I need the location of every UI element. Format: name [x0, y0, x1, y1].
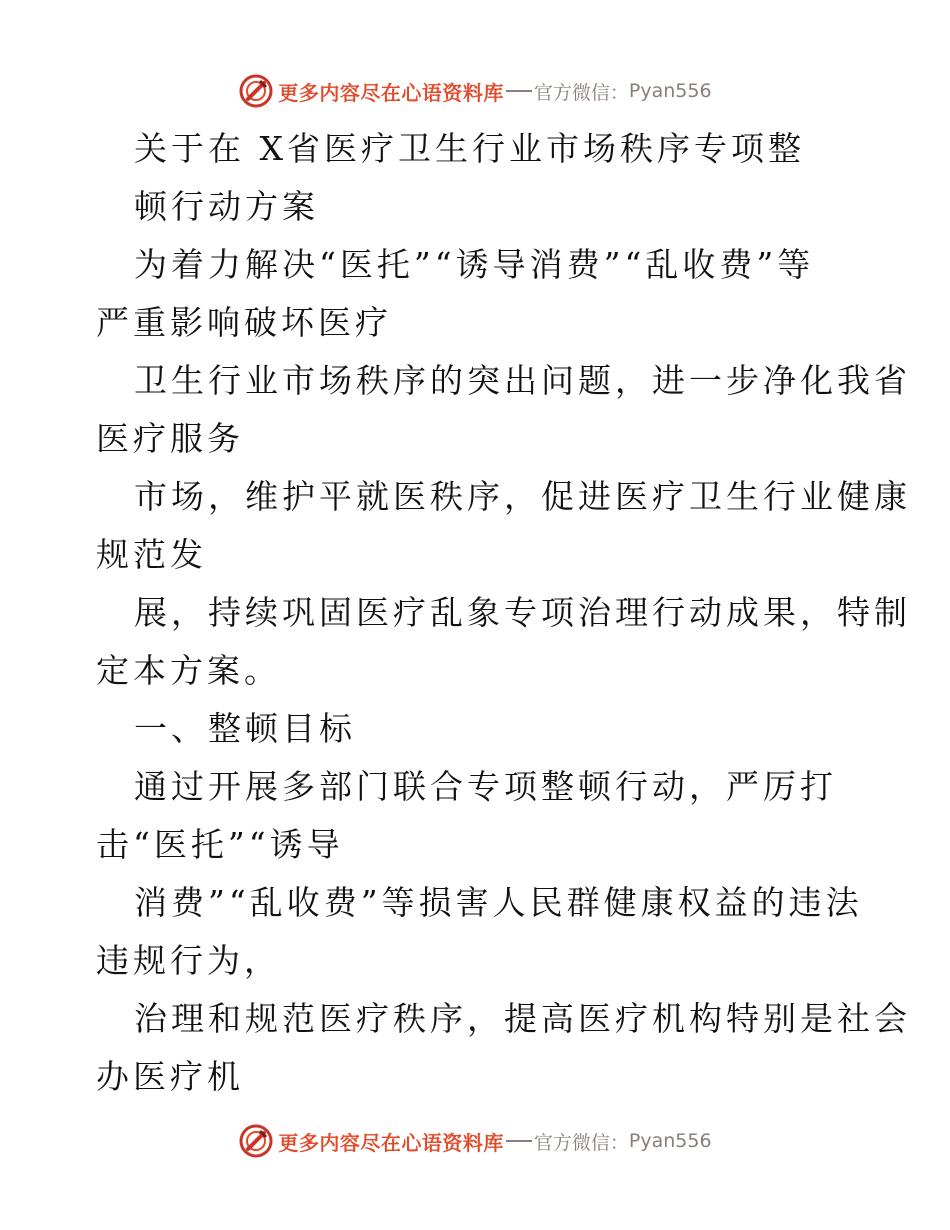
paragraph-line: 办医疗机: [96, 1057, 244, 1096]
footer-watermark: [0, 1121, 950, 1161]
watermark-account: Pyan556: [628, 1130, 712, 1152]
paragraph-line: 违规行为，: [96, 941, 281, 980]
paragraph-line: 定本方案。: [96, 651, 281, 690]
document-title-line: 顿行动方案: [134, 187, 319, 226]
paragraph-line: 展，持续巩固医疗乱象专项治理行动成果，特制: [134, 593, 911, 632]
watermark-account: Pyan556: [628, 80, 712, 102]
watermark-dash: [506, 90, 532, 92]
header-watermark: [0, 71, 950, 111]
watermark-dash: [506, 1140, 532, 1142]
watermark-main-text: 更多内容尽在心语资料库: [278, 80, 504, 105]
document-title-line: 关于在 X省医疗卫生行业市场秩序专项整: [134, 129, 805, 168]
paragraph-line: 市场，维护平就医秩序，促进医疗卫生行业健康: [134, 477, 911, 516]
paragraph-line: 医疗服务: [96, 419, 244, 458]
logo-icon: [238, 73, 274, 109]
watermark-sub-text: 官方微信：: [533, 1131, 629, 1154]
paragraph-line: 严重影响破坏医疗: [96, 303, 392, 342]
paragraph-line: 治理和规范医疗秩序，提高医疗机构特别是社会: [134, 999, 911, 1038]
paragraph-line: 击“医托”“诱导: [96, 825, 344, 864]
paragraph-line: 通过开展多部门联合专项整顿行动，严厉打: [134, 767, 837, 806]
logo-icon: [238, 1123, 274, 1159]
section-heading: 一、整顿目标: [134, 709, 356, 748]
watermark-main-text: 更多内容尽在心语资料库: [278, 1130, 504, 1155]
paragraph-line: 为着力解决“医托”“诱导消费”“乱收费”等: [134, 245, 815, 284]
paragraph-line: 卫生行业市场秩序的突出问题，进一步净化我省: [134, 361, 911, 400]
paragraph-line: 规范发: [96, 535, 207, 574]
watermark-sub-text: 官方微信：: [533, 81, 629, 104]
paragraph-line: 消费”“乱收费”等损害人民群健康权益的违法: [134, 883, 863, 922]
